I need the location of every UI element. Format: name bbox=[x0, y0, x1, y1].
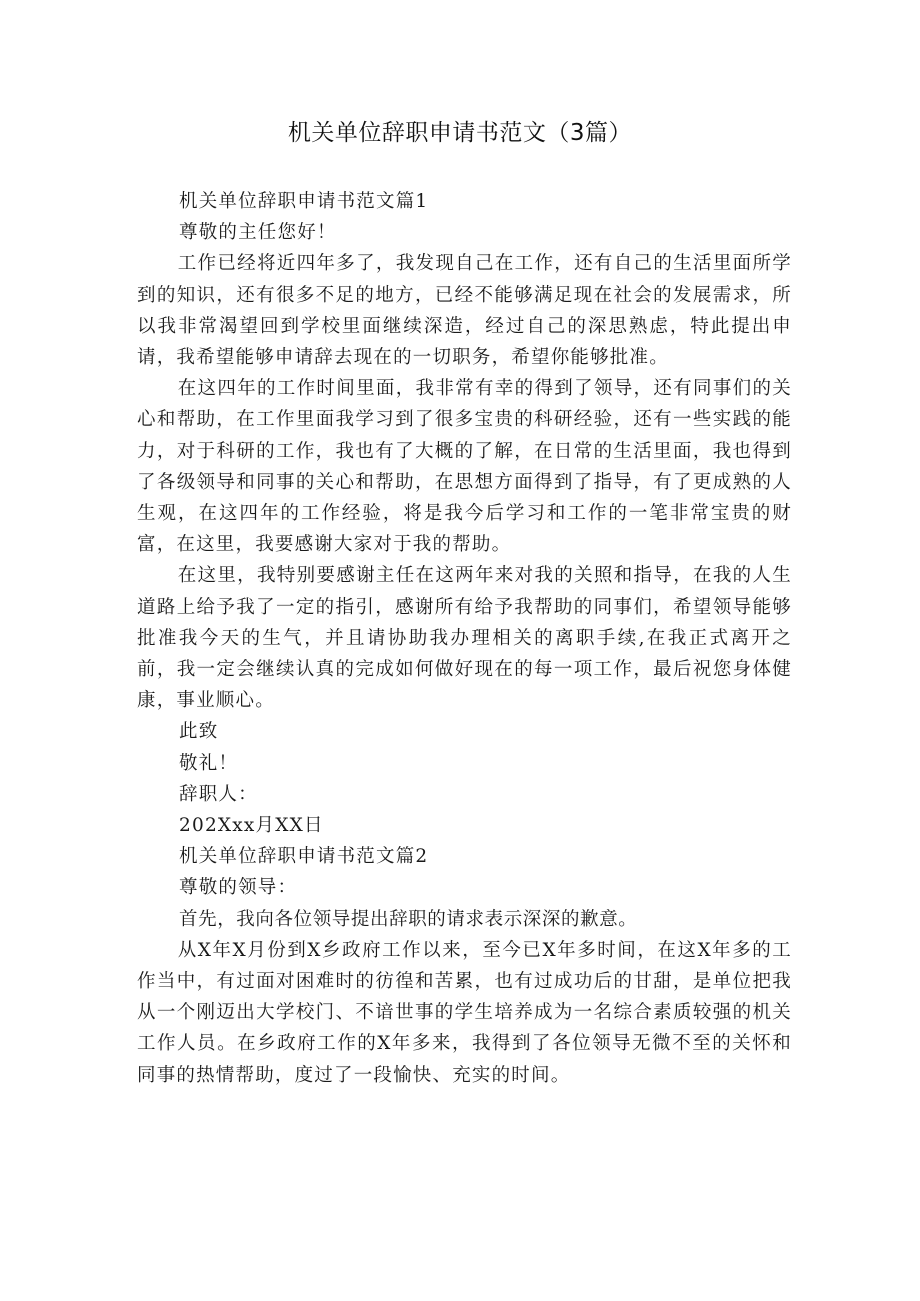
salutation-1: 尊敬的主任您好！ bbox=[179, 222, 337, 244]
apology-line: 首先，我向各位领导提出辞职的请求表示深深的歉意。 bbox=[179, 908, 638, 930]
body-paragraph: 在这四年的工作时间里面，我非常有幸的得到了领导，还有同事们的关心和帮助，在工作里面我学习到了很多宝贵的科研经验，还有一些实践的能力，对于科研的工作，我也有了大概的了解，在日常的生活里面，我也得到了各级领导和同事的关心和帮助，在思想方面得到了指导，有了更成熟的人生观，在这四年的工作经验，将是我今后学习和工作的一笔非常宝贵的财富，在这里，我要感谢大家对于我的帮助。 bbox=[137, 378, 792, 556]
body-paragraph: 从X年X月份到X乡政府工作以来，至今已X年多时间，在这X年多的工作当中，有过面对困难时的彷徨和苦累，也有过成功后的甘甜，是单位把我从一个刚迈出大学校门、不谙世事的学生培养成为一名综合素质较强的机关工作人员。在乡政府工作的X年多来，我得到了各位领导无微不至的关怀和同事的热情帮助，度过了一段愉快、充实的时间。 bbox=[137, 939, 792, 1086]
document-body bbox=[137, 186, 792, 1091]
section-heading-2: 机关单位辞职申请书范文篇2 bbox=[179, 846, 429, 868]
signature-label: 辞职人： bbox=[179, 783, 258, 805]
closing-line: 此致 bbox=[179, 721, 219, 743]
body-paragraph: 在这里，我特别要感谢主任在这两年来对我的关照和指导，在我的人生道路上给予我了一定的指引，感谢所有给予我帮助的同事们，希望领导能够批准我今天的生气，并且请协助我办理相关的离职手续,在我正式离开之前，我一定会继续认真的完成如何做好现在的每一项工作，最后祝您身体健康，事业顺心。 bbox=[137, 565, 792, 712]
closing-salute: 敬礼！ bbox=[179, 752, 239, 774]
section-heading-1: 机关单位辞职申请书范文篇1 bbox=[179, 191, 429, 212]
salutation-2: 尊敬的领导： bbox=[179, 877, 298, 899]
document-title: 机关单位辞职申请书范文（3篇） bbox=[287, 120, 633, 146]
body-paragraph: 工作已经将近四年多了，我发现自己在工作，还有自己的生活里面所学到的知识，还有很多不足的地方，已经不能够满足现在社会的发展需求，所以我非常渴望回到学校里面继续深造，经过自己的深思熟虑，特此提出申请，我希望能够申请辞去现在的一切职务，希望你能够批准。 bbox=[137, 253, 792, 369]
signature-date: 202Xxx月XX日 bbox=[179, 815, 324, 837]
